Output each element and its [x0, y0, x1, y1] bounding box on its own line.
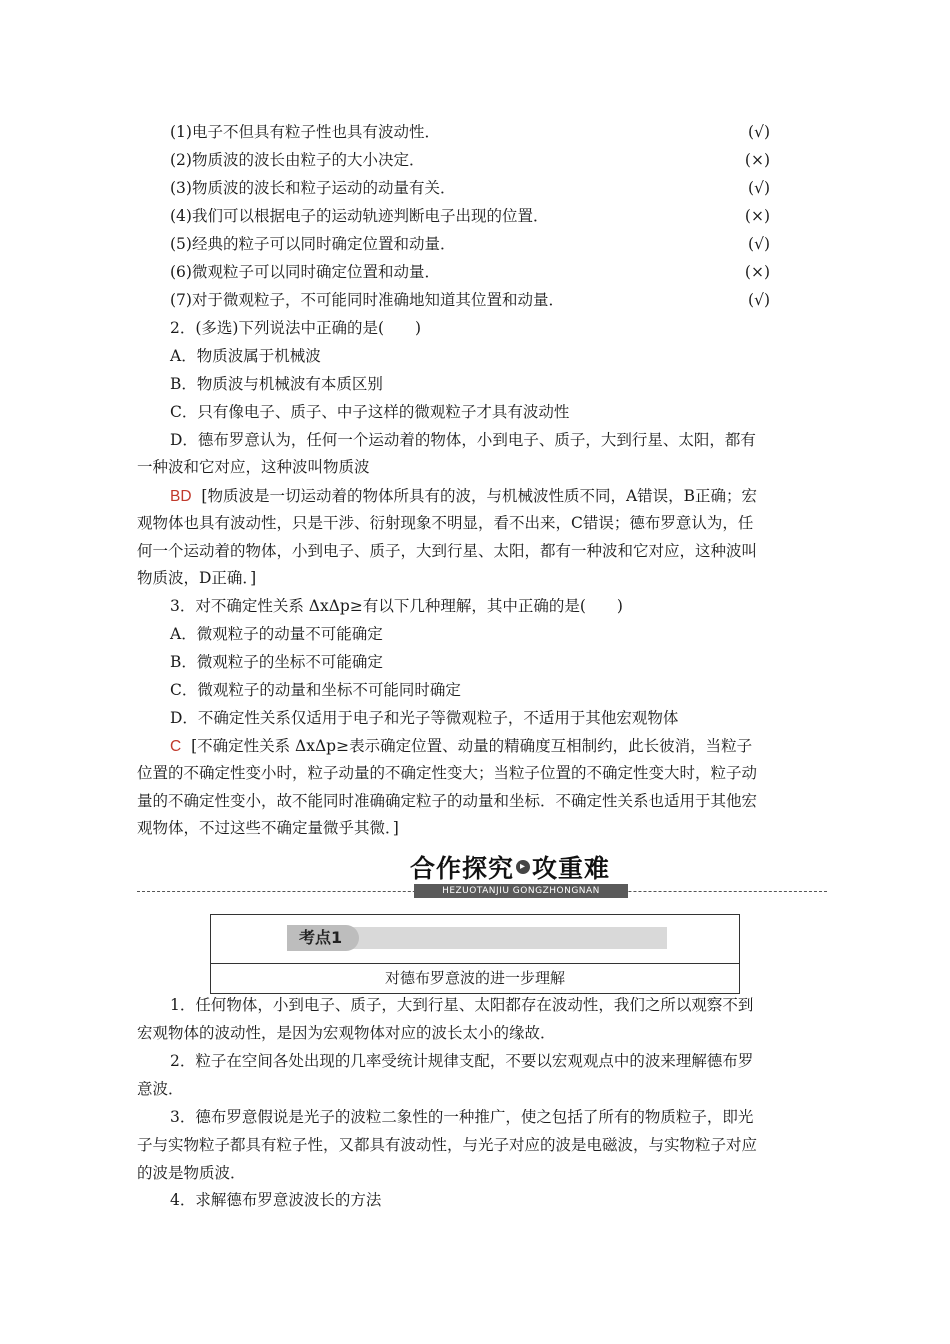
kaodian-label: 考点1 — [287, 925, 359, 951]
banner-title — [410, 851, 632, 883]
answer-explanation — [170, 736, 752, 757]
judgment-item — [170, 262, 770, 282]
arrow-right-icon: ▸ — [516, 860, 530, 874]
option-b: B．微观粒子的坐标不可能确定 — [170, 653, 383, 671]
judgment-item — [170, 234, 770, 254]
option-a: A．物质波属于机械波 — [170, 347, 321, 365]
judgment-mark: (√) — [748, 123, 770, 141]
judgment-text: (4)我们可以根据电子的运动轨迹判断电子出现的位置． — [170, 207, 549, 225]
option-b: B．物质波与机械波有本质区别 — [170, 375, 383, 393]
explanation-text: 物质波，D正确．] — [137, 569, 257, 587]
kaodian-header — [211, 915, 739, 964]
explanation-text: 观物体也具有波动性，只是干涉、衍射现象不明显，看不出来，C错误；德布罗意认为，任 — [137, 514, 754, 532]
point-text: 意波． — [137, 1080, 184, 1098]
judgment-item — [170, 206, 770, 226]
judgment-text: (3)物质波的波长和粒子运动的动量有关． — [170, 179, 456, 197]
judgment-text: (6)微观粒子可以同时确定位置和动量． — [170, 263, 440, 281]
judgment-mark: (×) — [744, 207, 770, 225]
point-text: 4．求解德布罗意波波长的方法 — [170, 1191, 382, 1209]
judgment-text: (1)电子不但具有粒子性也具有波动性． — [170, 123, 440, 141]
answer-key: BD — [170, 488, 192, 505]
option-d: D．不确定性关系仅适用于电子和光子等微观粒子，不适用于其他宏观物体 — [170, 709, 679, 727]
judgment-item — [170, 122, 770, 142]
judgment-item — [170, 150, 770, 170]
option-d-continued: 一种波和它对应，这种波叫物质波 — [137, 458, 370, 476]
point-text: 的波是物质波． — [137, 1164, 246, 1182]
judgment-mark: (×) — [744, 263, 770, 281]
question-stem: 3．对不确定性关系 ΔxΔp≥有以下几种理解，其中正确的是( ) — [170, 597, 623, 615]
option-a: A．微观粒子的动量不可能确定 — [170, 625, 383, 643]
kaodian-box — [210, 914, 740, 994]
point-text: 1．任何物体，小到电子、质子，大到行星、太阳都存在波动性，我们之所以观察不到 — [170, 996, 754, 1014]
option-c: C．微观粒子的动量和坐标不可能同时确定 — [170, 681, 461, 699]
kaodian-title: 对德布罗意波的进一步理解 — [384, 969, 565, 987]
point-text: 子与实物粒子都具有粒子性，又都具有波动性，与光子对应的波是电磁波，与实物粒子对应 — [137, 1136, 758, 1154]
judgment-text: (5)经典的粒子可以同时确定位置和动量． — [170, 235, 456, 253]
point-text: 3．德布罗意假说是光子的波粒二象性的一种推广，使之包括了所有的物质粒子，即光 — [170, 1108, 754, 1126]
point-text: 宏观物体的波动性，是因为宏观物体对应的波长太小的缘故． — [137, 1024, 556, 1042]
explanation-text: 量的不确定性变小，故不能同时准确确定粒子的动量和坐标．不确定性关系也适用于其他宏 — [137, 792, 758, 810]
judgment-mark: (√) — [748, 291, 770, 309]
explanation-text: [不确定性关系 ΔxΔp≥表示确定位置、动量的精确度互相制约，此长彼消，当粒子 — [191, 737, 753, 755]
banner-title-left: 合作探究 — [410, 854, 515, 883]
judgment-mark: (√) — [748, 235, 770, 253]
explanation-text: 位置的不确定性变小时，粒子动量的不确定性变大；当粒子位置的不确定性变大时，粒子动 — [137, 764, 758, 782]
option-d: D．德布罗意认为，任何一个运动着的物体，小到电子、质子，大到行星、太阳，都有 — [170, 431, 756, 449]
explanation-text: 何一个运动着的物体，小到电子、质子，大到行星、太阳，都有一种波和它对应，这种波叫 — [137, 542, 758, 560]
judgment-item — [170, 178, 770, 198]
judgment-mark: (√) — [748, 179, 770, 197]
answer-explanation — [170, 486, 757, 507]
banner-subtitle: HEZUOTANJIU GONGZHONGNAN — [414, 884, 628, 898]
judgment-text: (2)物质波的波长由粒子的大小决定． — [170, 151, 425, 169]
section-banner — [410, 851, 632, 899]
explanation-text: 观物体，不过这些不确定量微乎其微．] — [137, 819, 399, 837]
option-c: C．只有像电子、质子、中子这样的微观粒子才具有波动性 — [170, 403, 570, 421]
explanation-text: [物质波是一切运动着的物体所具有的波，与机械波性质不同，A错误，B正确；宏 — [201, 487, 758, 505]
judgment-mark: (×) — [744, 151, 770, 169]
banner-title-right: 攻重难 — [532, 854, 611, 883]
judgment-item — [170, 290, 770, 310]
point-text: 2．粒子在空间各处出现的几率受统计规律支配，不要以宏观观点中的波来理解德布罗 — [170, 1052, 754, 1070]
answer-key: C — [170, 738, 182, 755]
judgment-text: (7)对于微观粒子，不可能同时准确地知道其位置和动量． — [170, 291, 564, 309]
question-stem: 2．(多选)下列说法中正确的是( ) — [170, 319, 422, 337]
